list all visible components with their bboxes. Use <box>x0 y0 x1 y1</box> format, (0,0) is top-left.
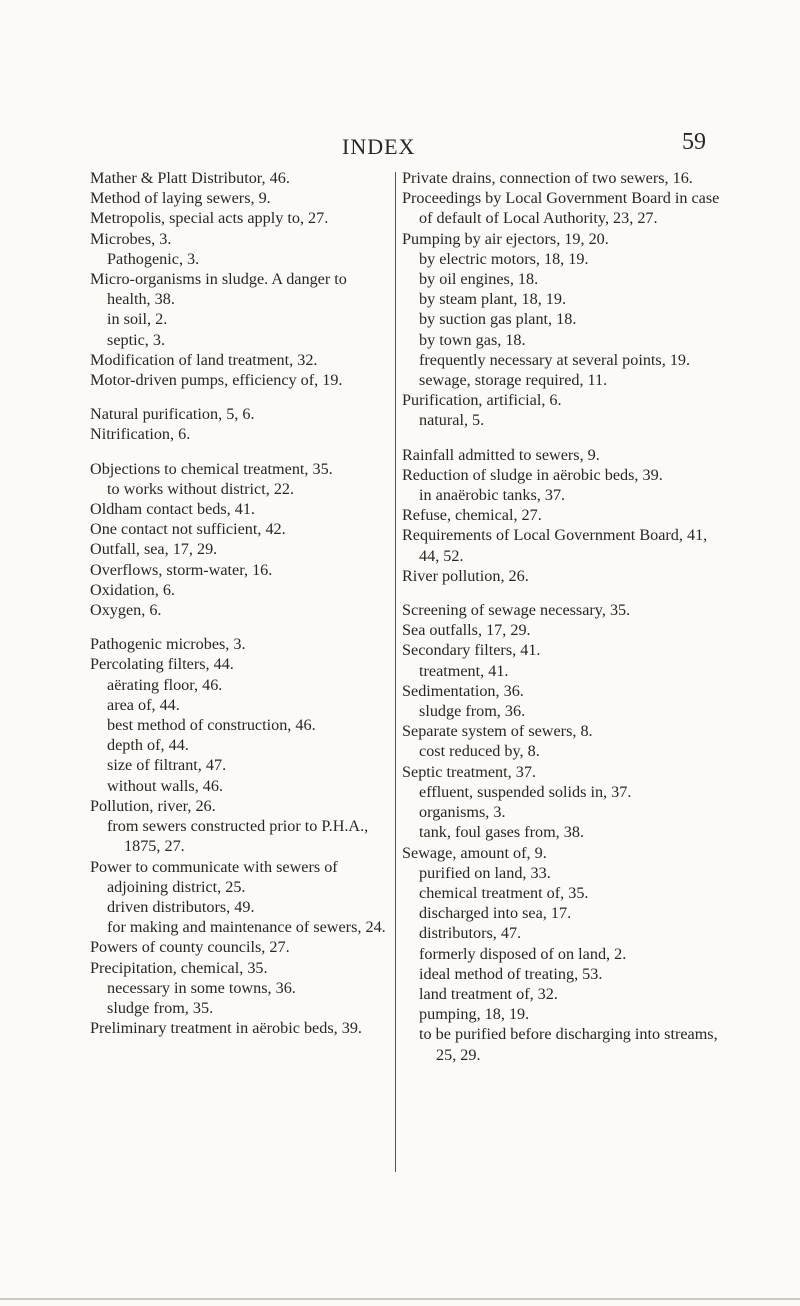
index-subentry: from sewers constructed prior to P.H.A., 1875, 27. <box>107 817 369 856</box>
index-entry: Private drains, connection of two sewers, 16. <box>402 169 693 187</box>
index-entry: Preliminary treatment in aërobic beds, 39. <box>90 1019 362 1038</box>
index-group <box>90 404 390 444</box>
index-group <box>402 168 722 431</box>
index-subentry: depth of, 44. <box>107 736 189 755</box>
index-subentry: best method of construction, 46. <box>107 716 316 735</box>
index-entry: Microbes, 3. <box>90 229 172 248</box>
index-subentry: by oil engines, 18. <box>419 270 539 289</box>
index-subentry: discharged into sea, 17. <box>419 904 572 923</box>
index-entry: Secondary filters, 41. <box>402 641 541 660</box>
index-group <box>402 600 722 1065</box>
index-entry: Micro-organisms in sludge. A danger to health, 38. <box>90 270 347 309</box>
index-subentry: in soil, 2. <box>107 310 168 329</box>
index-subentry: effluent, suspended solids in, 37. <box>419 782 632 801</box>
index-group <box>402 445 722 586</box>
index-entry: Sedimentation, 36. <box>402 681 524 700</box>
index-entry: One contact not sufficient, 42. <box>90 520 286 539</box>
index-subentry: sludge from, 35. <box>107 998 214 1017</box>
index-entry: Rainfall admitted to sewers, 9. <box>402 445 600 464</box>
index-entry: Pathogenic microbes, 3. <box>90 635 246 654</box>
index-subentry: ideal method of treating, 53. <box>419 964 603 983</box>
index-subentry: by steam plant, 18, 19. <box>419 290 567 309</box>
index-entry: Pollution, river, 26. <box>90 796 216 815</box>
index-entry: Overflows, storm-water, 16. <box>90 560 273 579</box>
index-entry: Oldham contact beds, 41. <box>90 500 255 519</box>
index-subentry: to be purified before discharging into streams, 25, 29. <box>419 1025 718 1064</box>
index-column-left <box>90 168 390 1052</box>
index-entry: Separate system of sewers, 8. <box>402 722 593 741</box>
index-entry: Nitrification, 6. <box>90 425 191 444</box>
index-entry: Method of laying sewers, 9. <box>90 189 271 208</box>
index-entry: Outfall, sea, 17, 29. <box>90 540 218 559</box>
index-entry: Screening of sewage necessary, 35. <box>402 601 631 620</box>
index-subentry: sewage, storage required, 11. <box>419 371 608 390</box>
index-entry: Sea outfalls, 17, 29. <box>402 621 531 640</box>
index-entry: Refuse, chemical, 27. <box>402 506 542 525</box>
index-subentry: by town gas, 18. <box>419 330 526 349</box>
index-subentry: land treatment of, 32. <box>419 984 558 1003</box>
index-subentry: cost reduced by, 8. <box>419 742 540 761</box>
index-subentry: sludge from, 36. <box>419 702 526 721</box>
index-entry: Purification, artificial, 6. <box>402 391 562 410</box>
index-entry: Powers of county councils, 27. <box>90 938 290 957</box>
index-entry: Metropolis, special acts apply to, 27. <box>90 209 329 228</box>
index-subentry: driven distributors, 49. <box>107 897 255 916</box>
index-subentry: Pathogenic, 3. <box>107 249 200 268</box>
column-divider <box>395 172 396 1172</box>
page-title: INDEX <box>342 134 416 159</box>
index-subentry: in anaërobic tanks, 37. <box>419 486 566 505</box>
index-entry: Mather & Platt Distributor, 46. <box>90 169 290 187</box>
index-subentry: pumping, 18, 19. <box>419 1005 530 1024</box>
page-number: 59 <box>682 129 706 155</box>
page-edge <box>0 1298 800 1300</box>
index-subentry: without walls, 46. <box>107 776 224 795</box>
index-subentry: purified on land, 33. <box>419 863 551 882</box>
index-group <box>90 459 390 621</box>
index-entry: Precipitation, chemical, 35. <box>90 958 268 977</box>
index-subentry: formerly disposed of on land, 2. <box>419 944 627 963</box>
index-entry: Pumping by air ejectors, 19, 20. <box>402 229 609 248</box>
index-subentry: area of, 44. <box>107 695 180 714</box>
index-entry: Requirements of Local Government Board, 41, 44, 52. <box>402 526 708 565</box>
index-subentry: aërating floor, 46. <box>107 675 223 694</box>
index-entry: Sewage, amount of, 9. <box>402 843 547 862</box>
index-entry: Percolating filters, 44. <box>90 655 234 674</box>
index-entry: Modification of land treatment, 32. <box>90 350 318 369</box>
index-subentry: septic, 3. <box>107 330 166 349</box>
index-subentry: organisms, 3. <box>419 803 506 822</box>
index-subentry: chemical treatment of, 35. <box>419 883 589 902</box>
index-subentry: necessary in some towns, 36. <box>107 978 296 997</box>
index-entry: Motor-driven pumps, efficiency of, 19. <box>90 371 343 390</box>
index-subentry: to works without district, 22. <box>107 479 295 498</box>
index-subentry: tank, foul gases from, 38. <box>419 823 585 842</box>
index-subentry: distributors, 47. <box>419 924 522 943</box>
index-entry: Power to communicate with sewers of adjoining district, 25. <box>90 857 338 896</box>
index-subentry: size of filtrant, 47. <box>107 756 227 775</box>
index-entry: Septic treatment, 37. <box>402 762 536 781</box>
index-entry: River pollution, 26. <box>402 566 529 585</box>
index-subentry: treatment, 41. <box>419 661 509 680</box>
index-entry: Objections to chemical treatment, 35. <box>90 459 333 478</box>
index-subentry: frequently necessary at several points, 19. <box>419 350 691 369</box>
index-entry: Oxidation, 6. <box>90 580 175 599</box>
index-subentry: for making and maintenance of sewers, 24. <box>107 918 386 937</box>
index-subentry: by suction gas plant, 18. <box>419 310 577 329</box>
index-column-right <box>402 168 722 1079</box>
index-subentry: by electric motors, 18, 19. <box>419 249 589 268</box>
index-entry: Proceedings by Local Government Board in case of default of Local Authority, 23, 27. <box>402 189 720 228</box>
index-entry: Natural purification, 5, 6. <box>90 405 255 424</box>
index-subentry: natural, 5. <box>419 411 485 430</box>
index-group <box>90 168 390 390</box>
index-group <box>90 634 390 1038</box>
index-entry: Oxygen, 6. <box>90 601 162 620</box>
index-entry: Reduction of sludge in aërobic beds, 39. <box>402 465 663 484</box>
